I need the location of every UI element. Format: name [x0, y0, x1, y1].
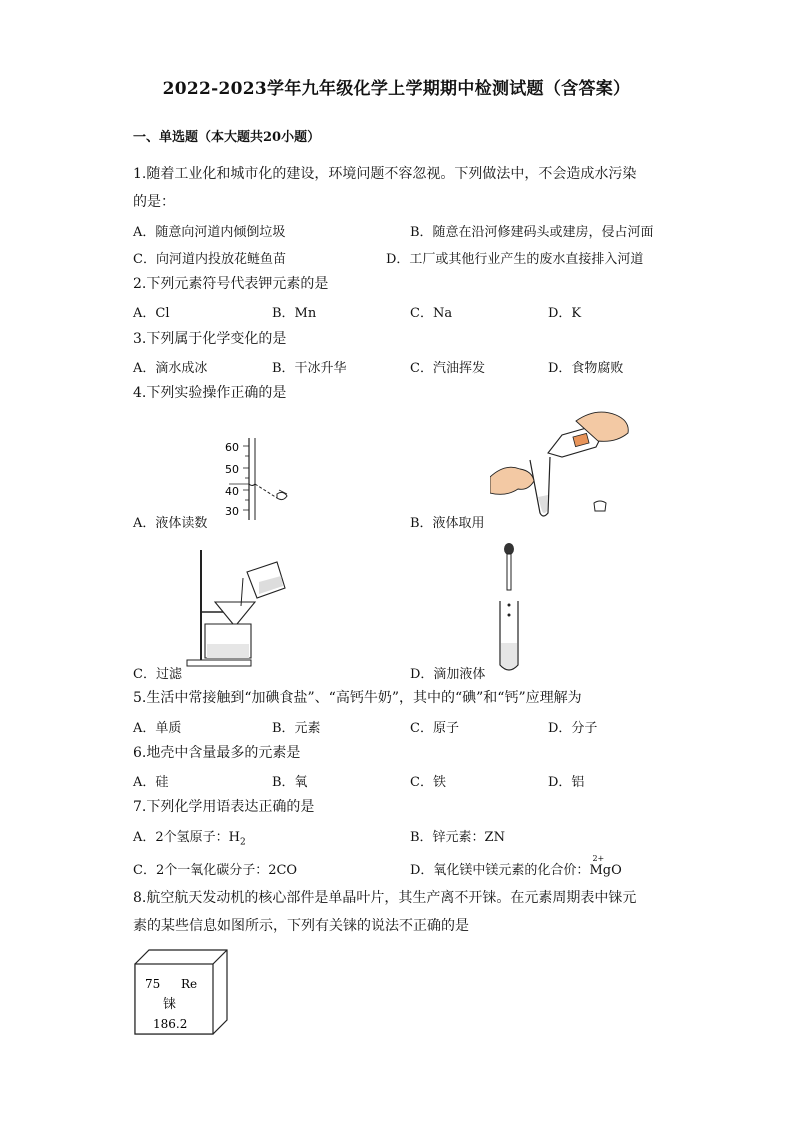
q2-option-b: B．Mn: [272, 306, 317, 321]
filtration-figure: [185, 548, 290, 668]
q6-option-c: C．铁: [410, 775, 446, 790]
tick-label: 30: [225, 505, 239, 518]
tick-label: 60: [225, 441, 239, 454]
q7-option-a: [133, 826, 246, 848]
q3-option-d: D．食物腐败: [548, 361, 624, 376]
q7-option-c: C．2个一氧化碳分子：2CO: [133, 863, 298, 878]
dropper-figure: [494, 543, 524, 673]
cylinder-reading-figure: [215, 436, 295, 520]
liquid-pouring-figure: [490, 405, 630, 520]
question-2-stem: 2.下列元素符号代表钾元素的是: [133, 276, 329, 292]
q3-option-b: B．干冰升华: [272, 361, 347, 376]
section-heading: 一、单选题（本大题共20小题）: [133, 130, 321, 145]
question-4-stem: 4.下列实验操作正确的是: [133, 385, 287, 401]
q2-option-d: D．K: [548, 306, 582, 321]
q6-option-a: A．硅: [133, 775, 169, 790]
q6-option-d: D．铝: [548, 775, 585, 790]
q7-option-a-text: A．2个氢原子：H: [133, 830, 240, 845]
q2-option-c: C．Na: [410, 306, 453, 321]
question-5-stem: 5.生活中常接触到“加碘食盐”、“高钙牛奶”，其中的“碘”和“钙”应理解为: [133, 690, 582, 706]
q6-option-b: B．氧: [272, 775, 308, 790]
question-1-stem-cont: 的是：: [133, 194, 175, 210]
q4-option-d: D．滴加液体: [410, 667, 486, 682]
q4-option-b: B．液体取用: [410, 516, 485, 531]
q5-option-a: A．单质: [133, 721, 182, 736]
atomic-number: 75: [145, 977, 161, 991]
dropper-bulb: [504, 543, 514, 555]
element-name: 铼: [163, 997, 177, 1012]
page-title: 2022-2023学年九年级化学上学期期中检测试题（含答案）: [162, 79, 631, 99]
q4-option-a: A．液体读数: [133, 516, 208, 531]
atomic-mass: 186.2: [153, 1017, 188, 1031]
q5-option-d: D．分子: [548, 721, 598, 736]
question-7-stem: 7.下列化学用语表达正确的是: [133, 799, 315, 815]
q1-option-d: D．工厂或其他行业产生的废水直接排入河道: [386, 252, 644, 267]
periodic-element-cell: [133, 948, 229, 1038]
bottle-stopper: [594, 501, 606, 511]
q1-option-a: A．随意向河道内倾倒垃圾: [133, 225, 286, 240]
q1-option-b: B．随意在沿河修建码头或建房，侵占河面: [410, 225, 654, 240]
tick-label: 40: [225, 485, 239, 498]
question-1-stem: 1.随着工业化和城市化的建设，环境问题不容忽视。下列做法中，不会造成水污染: [133, 166, 637, 182]
question-6-stem: 6.地壳中含量最多的元素是: [133, 745, 301, 761]
tick-label: 50: [225, 463, 239, 476]
q7-option-d: [410, 854, 622, 878]
question-8-stem: 8.航空航天发动机的核心部件是单晶叶片，其生产离不开铼。在元素周期表中铼元: [133, 890, 637, 906]
q3-option-c: C．汽油挥发: [410, 361, 485, 376]
hand-left: [490, 467, 534, 494]
q2-option-a: A．Cl: [133, 306, 170, 321]
q7-option-d-text: D．氧化镁中镁元素的化合价：: [410, 863, 590, 878]
q3-option-a: A．滴水成冰: [133, 361, 208, 376]
q7-option-b: B．锌元素：ZN: [410, 830, 505, 845]
subscript: 2: [240, 837, 246, 848]
question-8-stem-cont: 素的某些信息如图所示，下列有关铼的说法不正确的是: [133, 918, 469, 934]
element-symbol: Re: [181, 977, 198, 991]
formula: MgO: [589, 863, 622, 878]
q1-option-c: C．向河道内投放花鲢鱼苗: [133, 252, 286, 267]
question-3-stem: 3.下列属于化学变化的是: [133, 331, 287, 347]
valence-superscript: 2+: [592, 854, 605, 863]
q4-option-c: C．过滤: [133, 667, 182, 682]
q5-option-b: B．元素: [272, 721, 321, 736]
q5-option-c: C．原子: [410, 721, 459, 736]
